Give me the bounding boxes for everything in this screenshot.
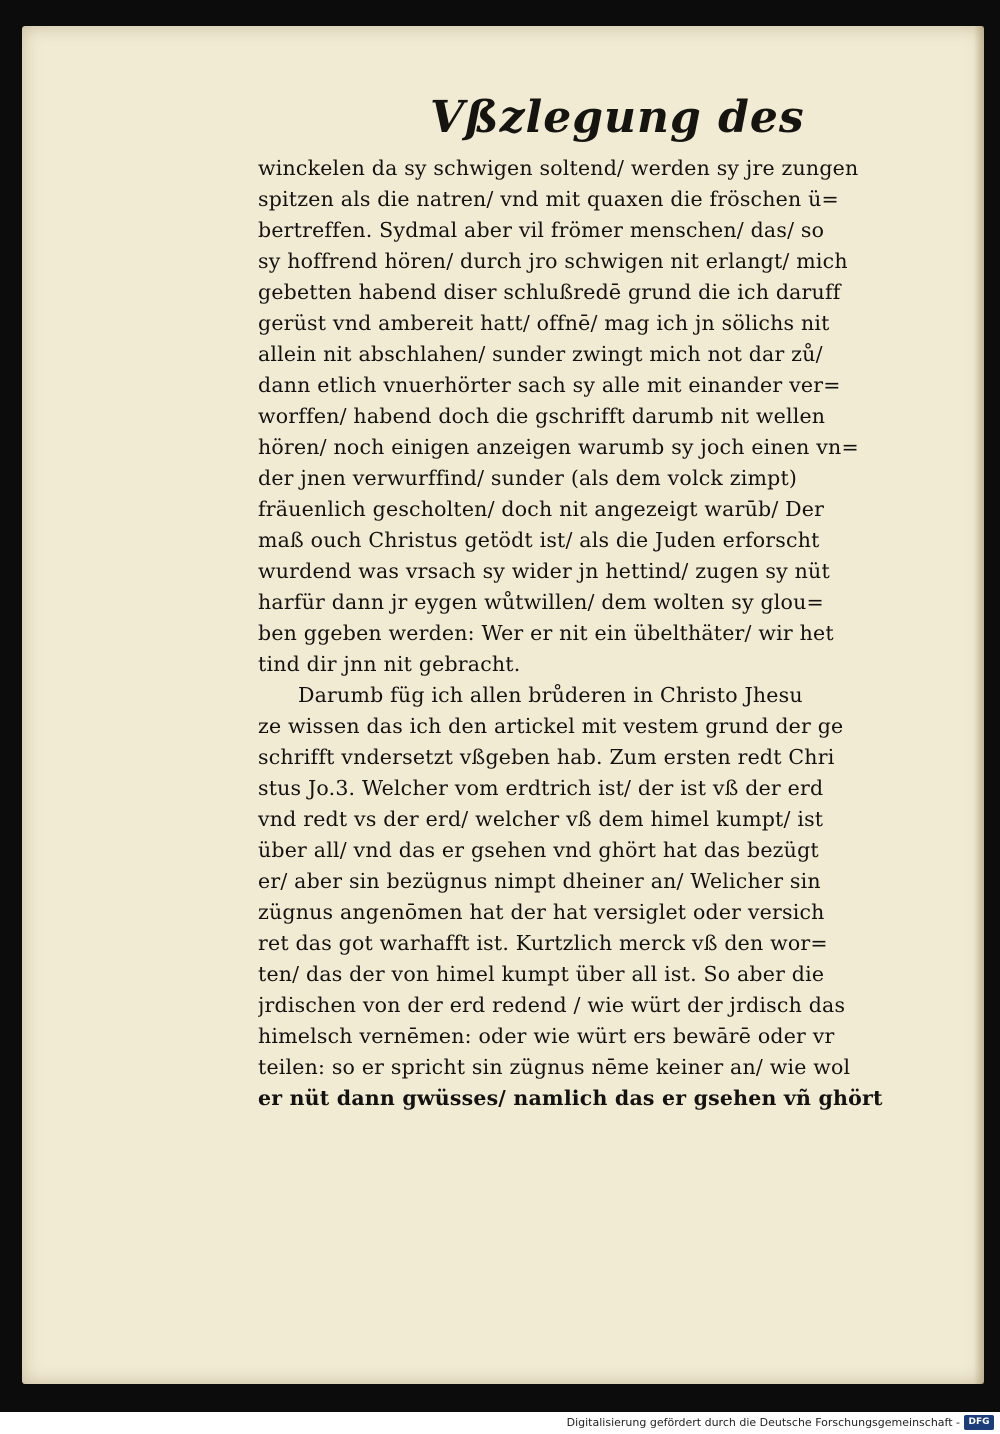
text-line: himelsch vernēmen: oder wie würt ers bewārē oder vr [258, 1024, 835, 1048]
text-line: winckelen da sy schwigen soltend/ werden sy jre zungen [258, 156, 859, 180]
page-edge-shadow [974, 26, 984, 1384]
text-line: schrifft vndersetzt vßgeben hab. Zum ersten redt Chri [258, 745, 835, 769]
text-line: worffen/ habend doch die gschrifft darumb nit wellen [258, 404, 826, 428]
dfg-logo: DFG [964, 1415, 994, 1430]
text-line: er nüt dann gwüsses/ namlich das er gsehen vñ ghört [258, 1086, 883, 1110]
text-line: stus Jo.3. Welcher vom erdtrich ist/ der ist vß der erd [258, 776, 824, 800]
text-line: ret das got warhafft ist. Kurtzlich merck vß den wor= [258, 931, 828, 955]
text-line: ten/ das der von himel kumpt über all ist. So aber die [258, 962, 825, 986]
text-line: allein nit abschlahen/ sunder zwingt mich not dar zů/ [258, 342, 823, 366]
running-head: Vßzlegung des [430, 92, 805, 143]
text-line: maß ouch Christus getödt ist/ als die Juden erforscht [258, 528, 820, 552]
text-line: ben ggeben werden: Wer er nit ein übelthäter/ wir het [258, 621, 834, 645]
text-line: bertreffen. Sydmal aber vil frömer menschen/ das/ so [258, 218, 825, 242]
text-line: vnd redt vs der erd/ welcher vß dem himel kumpt/ ist [258, 807, 824, 831]
text-line: sy hoffrend hören/ durch jro schwigen nit erlangt/ mich [258, 249, 848, 273]
text-line: dann etlich vnuerhörter sach sy alle mit einander ver= [258, 373, 841, 397]
footer-credit: Digitalisierung gefördert durch die Deutsche Forschungsgemeinschaft - [566, 1416, 960, 1429]
text-line: Darumb füg ich allen brůderen in Christo Jhesu [298, 683, 803, 707]
text-line: harfür dann jr eygen wůtwillen/ dem wolten sy glou= [258, 590, 824, 614]
text-line: hören/ noch einigen anzeigen warumb sy joch einen vn= [258, 435, 859, 459]
text-line: wurdend was vrsach sy wider jn hettind/ zugen sy nüt [258, 559, 830, 583]
text-line: jrdischen von der erd redend / wie würt der jrdisch das [258, 993, 846, 1017]
text-line: spitzen als die natren/ vnd mit quaxen die fröschen ü= [258, 187, 839, 211]
text-line: der jnen verwurffind/ sunder (als dem volck zimpt) [258, 466, 798, 490]
text-line: über all/ vnd das er gsehen vnd ghört hat das bezügt [258, 838, 819, 862]
text-line: teilen: so er spricht sin zügnus nēme keiner an/ wie wol [258, 1055, 851, 1079]
text-line: gebetten habend diser schlußredē grund die ich daruff [258, 280, 841, 304]
text-line: tind dir jnn nit gebracht. [258, 652, 521, 676]
text-line: zügnus angenōmen hat der hat versiglet oder versich [258, 900, 825, 924]
text-line: er/ aber sin bezügnus nimpt dheiner an/ Welicher sin [258, 869, 821, 893]
text-line: fräuenlich gescholten/ doch nit angezeigt warūb/ Der [258, 497, 825, 521]
body-text [258, 153, 950, 1114]
text-line: ze wissen das ich den artickel mit vestem grund der ge [258, 714, 844, 738]
text-line: gerüst vnd ambereit hatt/ offnē/ mag ich jn sölichs nit [258, 311, 830, 335]
footer-bar [0, 1412, 1000, 1434]
